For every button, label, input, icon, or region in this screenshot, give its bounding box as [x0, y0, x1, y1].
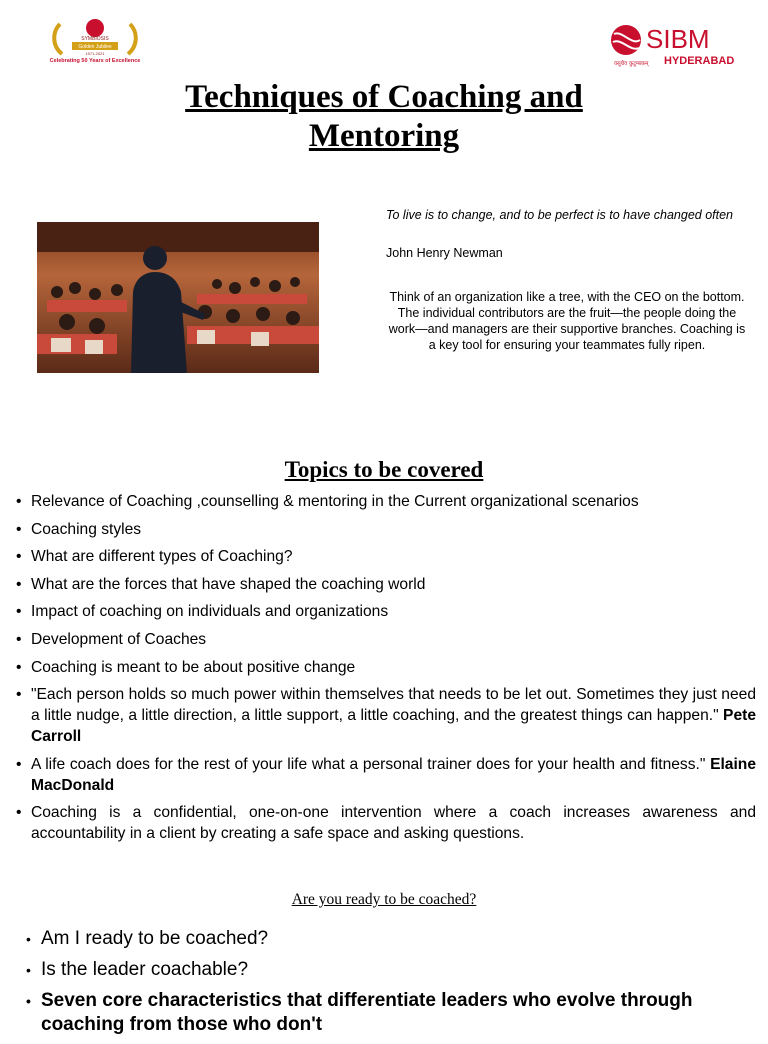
symbiosis-golden-jubilee-logo: [38, 14, 152, 64]
page-title: [0, 78, 768, 156]
title-line-2: Mentoring: [308, 118, 460, 154]
list-item: • "Each person holds so much power within themselves that needs to be let out. Sometimes they just need a little nudge, a little direction, a little support, a little coaching, and the greatest things can happen." Pete Carroll: [16, 684, 756, 747]
list-item: • Coaching styles: [16, 519, 756, 540]
list-item: • A life coach does for the rest of your life what a personal trainer does for your health and fitness." Elaine MacDonald: [16, 754, 756, 796]
list-item: • Seven core characteristics that differentiate leaders who evolve through coaching from those who don't: [26, 989, 766, 1037]
list-item: • Am I ready to be coached?: [26, 927, 766, 951]
list-item: • Coaching is meant to be about positive change: [16, 657, 756, 678]
sibm-hyderabad-logo: [608, 20, 736, 68]
logo-org: SYMBIOSIS: [81, 36, 109, 42]
tree-analogy-text: Think of an organization like a tree, with the CEO on the bottom. The individual contributors are the fruit—the people doing the work—and managers are their supportive branches. Coaching is a key tool for ensuring your teammates fully ripen.: [388, 290, 746, 352]
list-item: • Is the leader coachable?: [26, 958, 766, 982]
ready-heading: Are you ready to be coached?: [291, 891, 477, 908]
list-item: • What are different types of Coaching?: [16, 546, 756, 567]
quote-author: John Henry Newman: [386, 246, 503, 260]
title-line-1: Techniques of Coaching and: [185, 79, 583, 115]
emblem-icon: [86, 19, 104, 37]
list-item: • Coaching is a confidential, one-on-one intervention where a coach increases awareness and accountability in a client by creating a safe space and asking questions.: [16, 802, 756, 844]
logo-name: SIBM: [646, 24, 710, 54]
logo-years: 1971-2021: [85, 51, 105, 56]
ready-list: [26, 927, 766, 1044]
logo-city: HYDERABAD: [664, 55, 735, 67]
quote-attribution: Pete Carroll: [31, 707, 756, 746]
quote-attribution: Elaine MacDonald: [31, 755, 756, 794]
topics-list: [16, 491, 756, 851]
speaker-audience-photo: [37, 222, 319, 373]
logo-tagline: Golden Jubilee: [78, 44, 112, 50]
list-item: • Impact of coaching on individuals and organizations: [16, 601, 756, 622]
quote-text: To live is to change, and to be perfect is to have changed often: [386, 208, 733, 222]
globe-icon: [611, 25, 641, 55]
logo-caption: Celebrating 50 Years of Excellence: [49, 58, 141, 64]
list-item: • Relevance of Coaching ,counselling & mentoring in the Current organizational scenarios: [16, 491, 756, 512]
list-item: • Development of Coaches: [16, 629, 756, 650]
logo-motto: वसुधैव कुटुम्बकम्: [614, 61, 649, 67]
list-item: • What are the forces that have shaped the coaching world: [16, 574, 756, 595]
topics-heading: Topics to be covered: [284, 457, 484, 482]
